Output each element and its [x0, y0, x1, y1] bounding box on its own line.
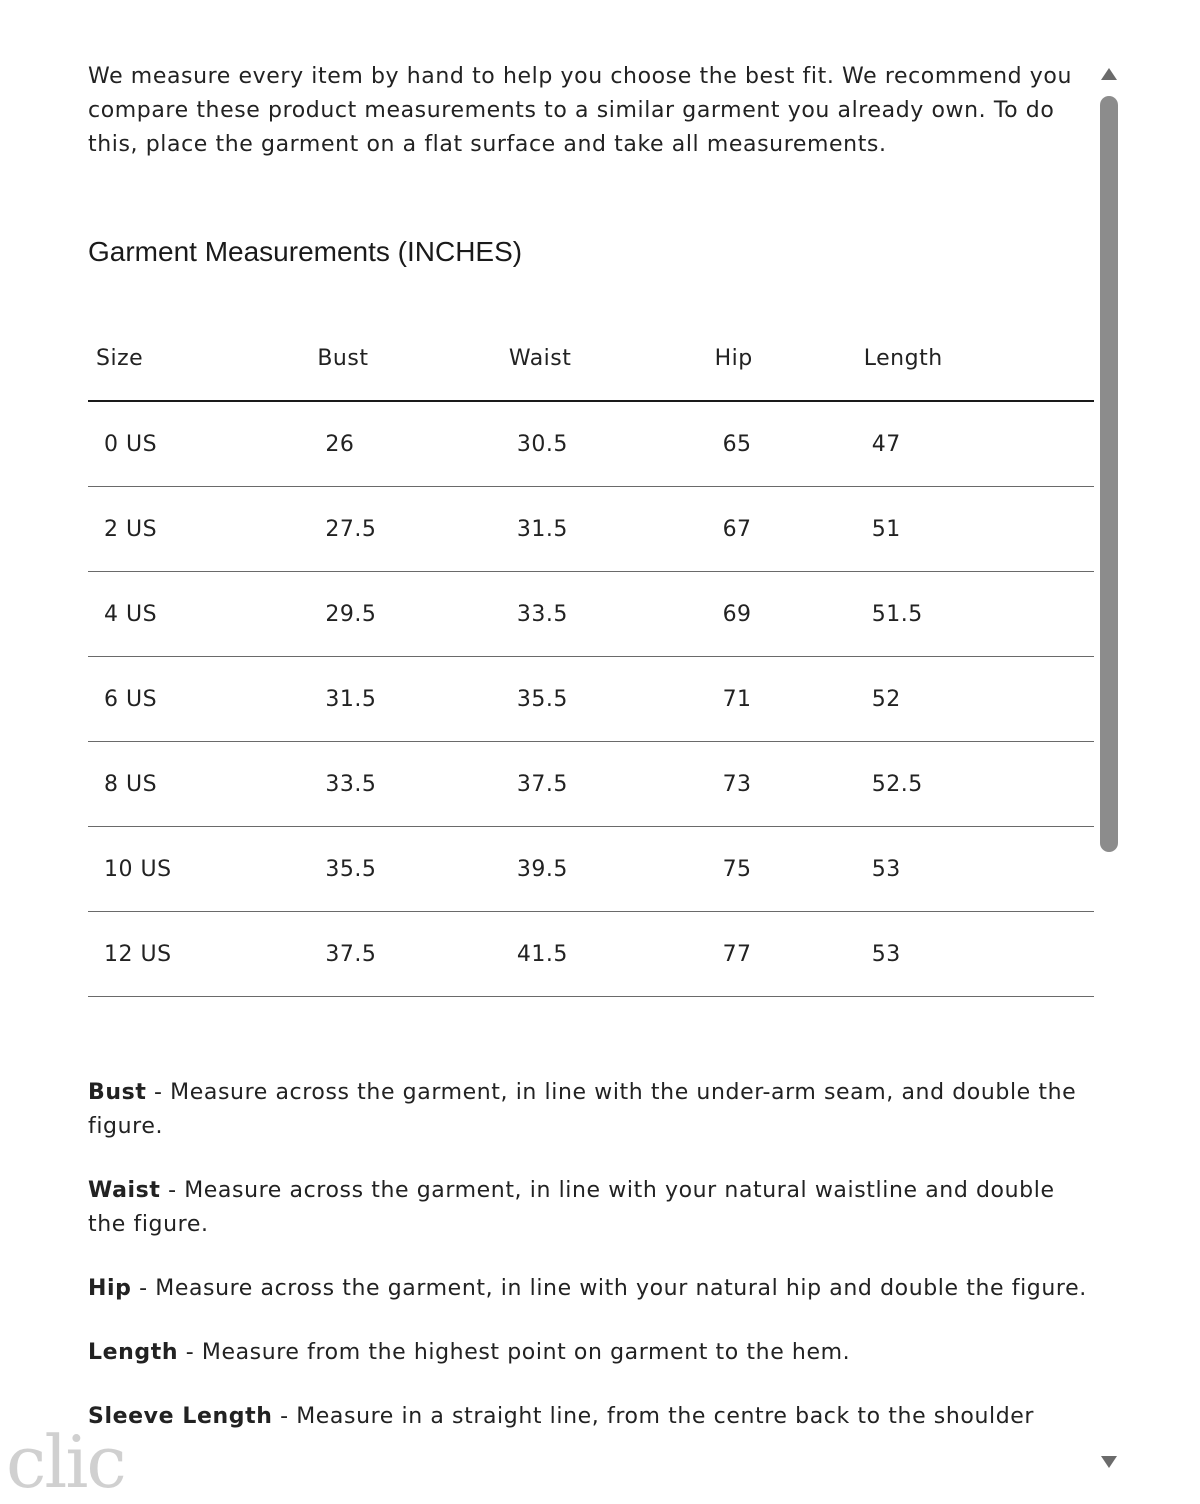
cell-waist: 30.5 [501, 401, 703, 487]
table-title: Garment Measurements (INCHES) [88, 236, 523, 267]
definition-term: Hip [88, 1276, 132, 1301]
cell-bust: 37.5 [309, 912, 501, 997]
cell-waist: 39.5 [501, 827, 703, 912]
cell-hip: 69 [703, 572, 856, 657]
cell-length: 52 [856, 657, 1094, 742]
scroll-down-arrow-icon[interactable] [1101, 1456, 1117, 1468]
cell-waist: 31.5 [501, 487, 703, 572]
cell-length: 52.5 [856, 742, 1094, 827]
measurement-definitions [88, 1076, 1098, 1464]
cell-size: 8 US [88, 742, 309, 827]
cell-waist: 35.5 [501, 657, 703, 742]
table-row [88, 401, 1094, 487]
table-row [88, 742, 1094, 827]
cell-size: 6 US [88, 657, 309, 742]
definition-sleeve-length [88, 1400, 1098, 1434]
scrollbar-thumb[interactable] [1100, 96, 1118, 852]
header-bust: Bust [309, 316, 501, 401]
cell-size: 12 US [88, 912, 309, 997]
cell-length: 53 [856, 912, 1094, 997]
definition-text: - Measure across the garment, in line with your natural waistline and double the figure. [88, 1178, 1055, 1237]
definition-term: Sleeve Length [88, 1404, 273, 1429]
cell-bust: 26 [309, 401, 501, 487]
header-size: Size [88, 316, 309, 401]
cell-bust: 27.5 [309, 487, 501, 572]
table-row [88, 487, 1094, 572]
table-row [88, 572, 1094, 657]
definition-term: Length [88, 1340, 179, 1365]
header-length: Length [856, 316, 1094, 401]
definition-term: Bust [88, 1080, 147, 1105]
measurements-table [88, 316, 1094, 997]
vertical-scrollbar[interactable] [1096, 60, 1124, 1480]
cell-waist: 37.5 [501, 742, 703, 827]
cell-length: 47 [856, 401, 1094, 487]
cell-bust: 35.5 [309, 827, 501, 912]
table-row [88, 827, 1094, 912]
definition-text: - Measure from the highest point on garment to the hem. [178, 1340, 851, 1365]
cell-bust: 33.5 [309, 742, 501, 827]
cell-hip: 73 [703, 742, 856, 827]
cell-length: 51 [856, 487, 1094, 572]
cell-hip: 65 [703, 401, 856, 487]
cell-size: 4 US [88, 572, 309, 657]
cell-size: 2 US [88, 487, 309, 572]
definition-text: - Measure across the garment, in line with your natural hip and double the figure. [131, 1276, 1087, 1301]
definition-text: - Measure in a straight line, from the centre back to the shoulder [272, 1404, 1035, 1429]
cell-hip: 77 [703, 912, 856, 997]
cell-hip: 75 [703, 827, 856, 912]
table-row [88, 657, 1094, 742]
definition-length [88, 1336, 1098, 1370]
cell-waist: 41.5 [501, 912, 703, 997]
definition-text: - Measure across the garment, in line with the under-arm seam, and double the figure. [88, 1080, 1077, 1139]
watermark-logo: clic [6, 1420, 125, 1504]
cell-waist: 33.5 [501, 572, 703, 657]
scroll-up-arrow-icon[interactable] [1101, 68, 1117, 80]
intro-text: We measure every item by hand to help you choose the best fit. We recommend you compare these product measurements to a similar garment you already own. To do this, place the garment on a flat surface and take all measurements. [88, 64, 1072, 157]
cell-hip: 67 [703, 487, 856, 572]
cell-length: 51.5 [856, 572, 1094, 657]
definition-hip [88, 1272, 1098, 1306]
definition-waist [88, 1174, 1098, 1242]
cell-size: 0 US [88, 401, 309, 487]
header-hip: Hip [703, 316, 856, 401]
header-waist: Waist [501, 316, 703, 401]
table-row [88, 912, 1094, 997]
cell-size: 10 US [88, 827, 309, 912]
cell-bust: 29.5 [309, 572, 501, 657]
definition-term: Waist [88, 1178, 161, 1203]
cell-bust: 31.5 [309, 657, 501, 742]
definition-bust [88, 1076, 1098, 1144]
cell-hip: 71 [703, 657, 856, 742]
table-header-row [88, 316, 1094, 401]
cell-length: 53 [856, 827, 1094, 912]
